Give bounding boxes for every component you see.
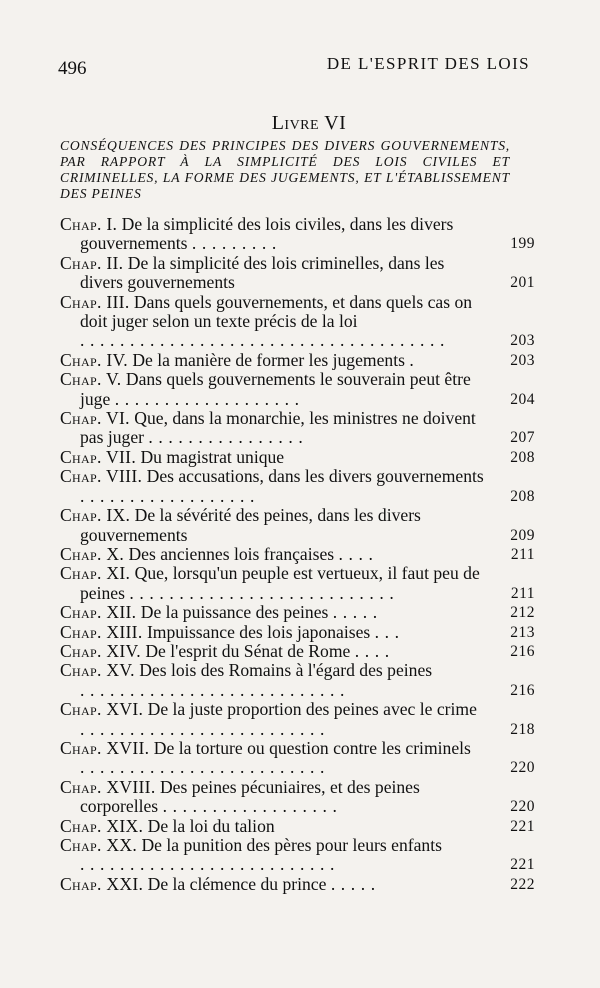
- chapter-label: Chap. XVII.: [60, 738, 150, 758]
- page-ref: 211: [510, 545, 535, 563]
- page-number: 496: [58, 58, 87, 79]
- page-ref: 209: [510, 526, 535, 544]
- chapter-title: Impuissance des lois japonaises: [146, 622, 371, 642]
- chapter-label: Chap. II.: [60, 253, 124, 273]
- chapter-title: Des accusations, dans les divers gouvernements: [146, 467, 484, 487]
- chapter-title: Que, lorsqu'un peuple est vertueux, il faut peu de peines: [80, 564, 480, 603]
- chapter-title: Dans quels gouvernements, et dans quels cas on doit juger selon un texte précis de la loi: [80, 292, 473, 332]
- chapter-title: De la clémence du prince: [147, 874, 327, 894]
- chapter-title: De la punition des pères pour leurs enfants: [141, 836, 442, 855]
- page-ref: 213: [510, 623, 535, 641]
- chapter-title: De la juste proportion des peines avec le crime: [147, 700, 477, 720]
- toc-entry: Chap. IV. De la manière de former les jugements . 203: [60, 350, 535, 370]
- toc-entry: Chap. III. Dans quels gouvernements, et dans quels cas on doit juger selon un texte précis de la loi ..................................... 203: [60, 292, 535, 351]
- page-ref: 201: [510, 274, 535, 292]
- page-ref: 221: [510, 856, 535, 874]
- toc-entry: Chap. XX. De la punition des pères pour leurs enfants .......................... 221: [60, 836, 535, 875]
- chapter-label: Chap. XVI.: [60, 700, 144, 720]
- toc-entry: Chap. XV. Des lois des Romains à l'égard des peines ........................... 216: [60, 661, 535, 700]
- toc-entry: Chap. XVIII. Des peines pécuniaires, et des peines corporelles .................. 220: [60, 777, 535, 817]
- chapter-label: Chap. XVIII.: [60, 777, 156, 797]
- chapter-title: Des lois des Romains à l'égard des peines: [139, 661, 433, 681]
- chapter-label: Chap. X.: [60, 544, 125, 564]
- toc-entry: Chap. VI. Que, dans la monarchie, les ministres ne doivent pas juger ................ 207: [60, 409, 535, 448]
- page-ref: 203: [510, 351, 535, 369]
- toc-entry: Chap. V. Dans quels gouvernements le souverain peut être juge ................... 204: [60, 370, 535, 409]
- page-ref: 207: [510, 429, 535, 447]
- chapter-label: Chap. III.: [60, 292, 130, 312]
- chapter-title: De la simplicité des lois civiles, dans les divers gouvernements: [80, 215, 454, 254]
- toc-entry: [60, 254, 535, 293]
- chapter-label: Chap. XXI.: [60, 874, 144, 894]
- book-subtitle: CONSÉQUENCES DES PRINCIPES DES DIVERS GOUVERNEMENTS, PAR RAPPORT À LA SIMPLICITÉ DES LOIS CIVILES ET CRIMINELLES, LA FORME DES JUGEMENTS, ET L'ÉTABLISSEMENT DES PEINES: [60, 138, 510, 201]
- chapter-label: Chap. XI.: [60, 564, 131, 584]
- toc-entry: [60, 448, 535, 467]
- page-ref: 216: [510, 681, 535, 699]
- chapter-label: Chap. V.: [60, 370, 122, 390]
- chapter-label: Chap. XIII.: [60, 622, 143, 642]
- chapter-title: De la loi du talion: [147, 816, 275, 836]
- page-ref: 204: [510, 390, 535, 408]
- chapter-title: Des anciennes lois françaises: [128, 544, 335, 564]
- page-ref: 199: [510, 235, 535, 253]
- page-ref: 218: [510, 720, 535, 738]
- table-of-contents: [60, 215, 535, 894]
- chapter-label: Chap. XII.: [60, 603, 137, 623]
- toc-entry: Chap. XXI. De la clémence du prince ..... 222: [60, 874, 535, 894]
- toc-entry: Chap. XI. Que, lorsqu'un peuple est vertueux, il faut peu de peines ........................... 211: [60, 564, 535, 603]
- chapter-label: Chap. I.: [60, 215, 118, 234]
- chapter-label: Chap. VII.: [60, 447, 137, 467]
- chapter-label: Chap. IV.: [60, 350, 128, 370]
- chapter-title: De la puissance des peines: [140, 603, 329, 623]
- toc-entry: Chap. I. De la simplicité des lois civiles, dans les divers gouvernements ......... 199: [60, 215, 535, 254]
- toc-entry: Chap. XIII. Impuissance des lois japonaises ... 213: [60, 622, 535, 642]
- chapter-title: Des peines pécuniaires, et des peines corporelles: [80, 777, 420, 817]
- chapter-label: Chap. IX.: [60, 506, 131, 526]
- chapter-label: Chap. XX.: [60, 836, 138, 855]
- page-ref: 203: [510, 332, 535, 350]
- page-ref: 220: [510, 798, 535, 816]
- chapter-label: Chap. XIX.: [60, 816, 144, 836]
- chapter-title: De la manière de former les jugements: [132, 350, 405, 370]
- chapter-title: De la sévérité des peines, dans les divers gouvernements: [80, 506, 421, 545]
- chapter-title: De la torture ou question contre les criminels: [153, 738, 471, 758]
- toc-entry: [60, 817, 535, 836]
- page-ref: 212: [510, 604, 535, 622]
- toc-entry: Chap. XVII. De la torture ou question contre les criminels ......................... 220: [60, 738, 535, 778]
- chapter-label: Chap. XV.: [60, 661, 135, 681]
- toc-entry: Chap. XIV. De l'esprit du Sénat de Rome .... 216: [60, 641, 535, 661]
- chapter-title: Que, dans la monarchie, les ministres ne doivent pas juger: [80, 409, 476, 448]
- toc-entry: Chap. X. Des anciennes lois françaises .... 211: [60, 544, 535, 564]
- toc-entry: [60, 506, 535, 545]
- page-ref: 221: [510, 817, 535, 835]
- page-ref: 222: [510, 875, 535, 893]
- chapter-title: De l'esprit du Sénat de Rome: [145, 641, 351, 661]
- book-title: Livre VI: [271, 112, 347, 134]
- page-ref: 220: [510, 759, 535, 777]
- page-ref: 211: [510, 584, 535, 602]
- chapter-title: De la simplicité des lois criminelles, dans les divers gouvernements: [80, 253, 445, 293]
- toc-entry: Chap. XVI. De la juste proportion des peines avec le crime ......................... 218: [60, 700, 535, 739]
- page-ref: 208: [510, 448, 535, 466]
- toc-entry: Chap. XII. De la puissance des peines ..... 212: [60, 603, 535, 623]
- page-ref: 216: [510, 642, 535, 660]
- chapter-label: Chap. VI.: [60, 409, 130, 429]
- chapter-title: Dans quels gouvernements le souverain peut être juge: [80, 370, 471, 409]
- chapter-title: Du magistrat unique: [140, 447, 285, 467]
- page-ref: 208: [510, 487, 535, 505]
- chapter-label: Chap. XIV.: [60, 641, 141, 661]
- toc-entry: Chap. VIII. Des accusations, dans les divers gouvernements .................. 208: [60, 467, 535, 506]
- running-head: DE L'ESPRIT DES LOIS: [326, 54, 530, 73]
- chapter-label: Chap. VIII.: [60, 467, 143, 487]
